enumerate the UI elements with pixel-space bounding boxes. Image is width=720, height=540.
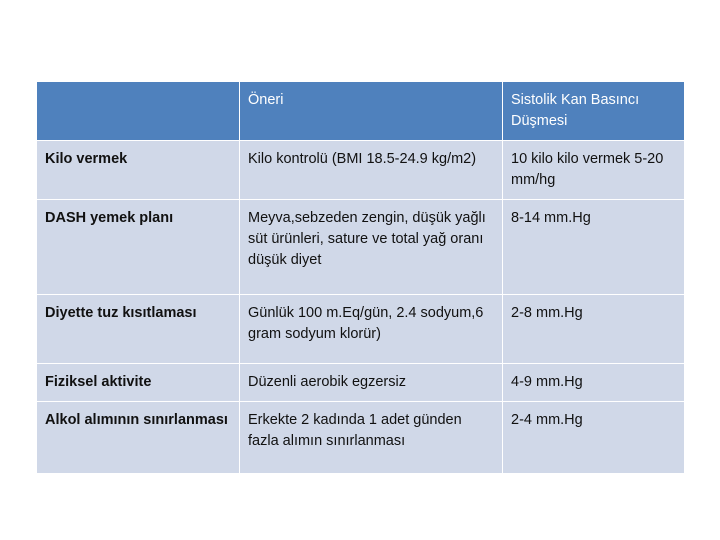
recommendations-table (36, 81, 685, 474)
table-row (37, 364, 685, 402)
table-header-row (37, 82, 685, 141)
row-label: Kilo vermek (37, 141, 240, 200)
row-label: DASH yemek planı (37, 200, 240, 295)
row-label: Alkol alımının sınırlanması (37, 402, 240, 474)
header-cell-empty (37, 82, 240, 141)
row-recommendation: Meyva,sebzeden zengin, düşük yağlı süt ürünleri, sature ve total yağ oranı düşük diyet (240, 200, 503, 295)
row-reduction: 2-8 mm.Hg (503, 295, 685, 364)
table-row (37, 402, 685, 474)
header-cell-systolic-reduction: Sistolik Kan Basıncı Düşmesi (503, 82, 685, 141)
row-recommendation: Kilo kontrolü (BMI 18.5-24.9 kg/m2) (240, 141, 503, 200)
row-reduction: 4-9 mm.Hg (503, 364, 685, 402)
header-cell-recommendation: Öneri (240, 82, 503, 141)
row-recommendation: Günlük 100 m.Eq/gün, 2.4 sodyum,6 gram sodyum klorür) (240, 295, 503, 364)
row-recommendation: Düzenli aerobik egzersiz (240, 364, 503, 402)
table-row (37, 141, 685, 200)
row-recommendation: Erkekte 2 kadında 1 adet günden fazla alımın sınırlanması (240, 402, 503, 474)
row-label: Fiziksel aktivite (37, 364, 240, 402)
table-row (37, 200, 685, 295)
row-reduction: 2-4 mm.Hg (503, 402, 685, 474)
row-reduction: 10 kilo kilo vermek 5-20 mm/hg (503, 141, 685, 200)
row-label: Diyette tuz kısıtlaması (37, 295, 240, 364)
row-reduction: 8-14 mm.Hg (503, 200, 685, 295)
table-row (37, 295, 685, 364)
